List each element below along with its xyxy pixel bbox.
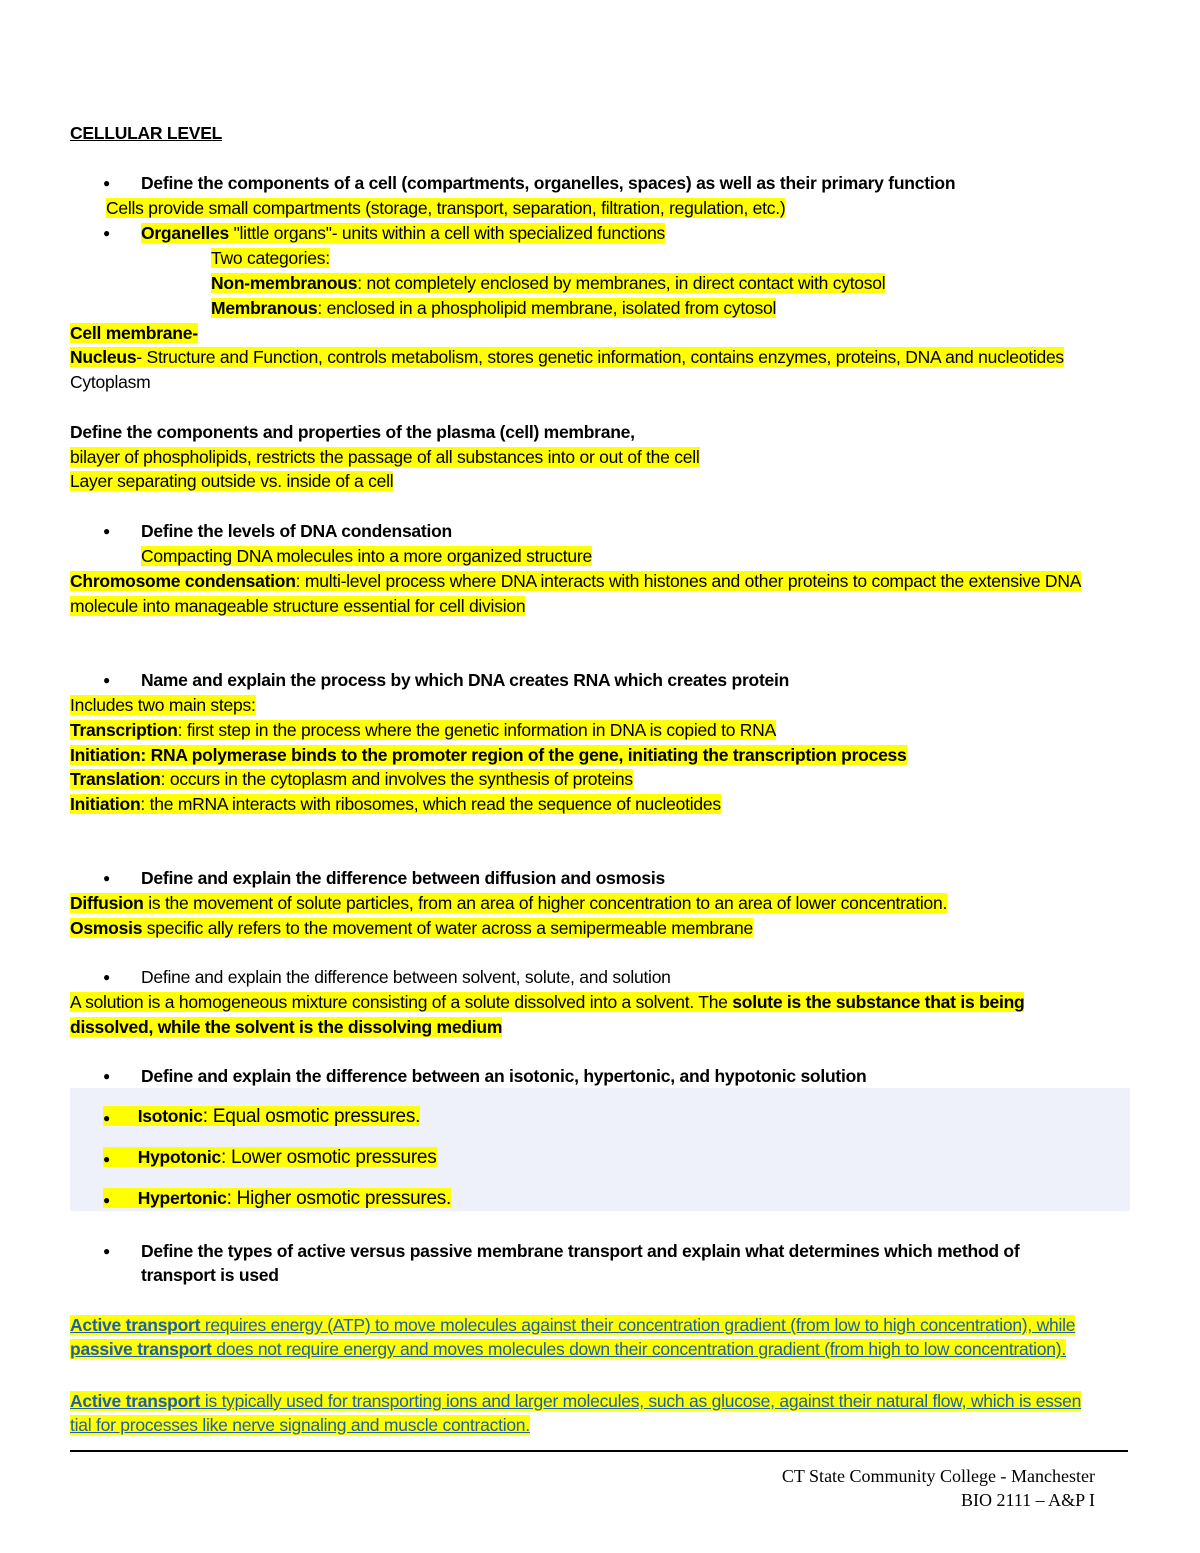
bullet-icon: ● (103, 524, 111, 538)
answer-text: "little organs"- units within a cell with specialized functions (228, 223, 666, 243)
term-label: Translation (70, 769, 161, 789)
answer-text: dissolved, while the solvent is the dissolving medium (70, 1017, 503, 1037)
term-label: Cell membrane- (70, 323, 198, 343)
question-heading: Define and explain the difference between diffusion and osmosis (141, 868, 665, 888)
answer-text: : the mRNA interacts with ribosomes, which read the sequence of nucleotides (140, 794, 721, 814)
answer-text: Includes two main steps: (70, 695, 256, 715)
answer-text: Cells provide small compartments (storage, transport, separation, filtration, regulation, etc.) (106, 198, 786, 218)
bullet-icon: ● (103, 176, 111, 190)
bullet-icon: ● (103, 1193, 110, 1207)
bullet-icon: ● (103, 673, 111, 687)
answer-link[interactable]: tial for processes like nerve signaling and muscle contraction. (70, 1415, 530, 1435)
question-heading: Define the components and properties of the plasma (cell) membrane, (70, 422, 635, 442)
answer-text: Two categories: (211, 248, 330, 268)
answer-text: specific ally refers to the movement of water across a semipermeable membrane (142, 918, 753, 938)
answer-text: : not completely enclosed by membranes, in direct contact with cytosol (357, 273, 886, 293)
answer-text: : Equal osmotic pressures. (202, 1106, 421, 1127)
answer-link[interactable]: requires energy (ATP) to move molecules against their concentration gradient (from low to high concentration), while (200, 1315, 1076, 1335)
answer-link[interactable]: Active transport (70, 1315, 201, 1335)
answer-text: : first step in the process where the genetic information in DNA is copied to RNA (177, 720, 776, 740)
page-title: CELLULAR LEVEL (70, 123, 223, 143)
answer-text: : multi-level process where DNA interacts with histones and other proteins to compact the extensive DNA (295, 571, 1082, 591)
term-label: Nucleus (70, 347, 137, 367)
answer-text: Cytoplasm (70, 372, 151, 392)
answer-text: - Structure and Function, controls metabolism, stores genetic information, contains enzymes, proteins, DNA and nucleotides (136, 347, 1064, 367)
bullet-icon: ● (103, 1244, 111, 1258)
answer-text: molecule into manageable structure essential for cell division (70, 596, 526, 616)
answer-text: Layer separating outside vs. inside of a cell (70, 471, 394, 491)
answer-text: : occurs in the cytoplasm and involves the synthesis of proteins (160, 769, 633, 789)
question-heading: Define and explain the difference between an isotonic, hypertonic, and hypotonic solution (141, 1066, 867, 1086)
answer-link[interactable]: is typically used for transporting ions and larger molecules, such as glucose, against their natural flow, which is essen (200, 1391, 1082, 1411)
term-label: Transcription (70, 720, 178, 740)
term-label: Chromosome condensation (70, 571, 296, 591)
term-label: Diffusion (70, 893, 144, 913)
question-heading: transport is used (141, 1265, 279, 1285)
answer-text: solute is the substance that is being (732, 992, 1025, 1012)
bullet-icon: ● (103, 970, 111, 984)
footer-course: BIO 2111 – A&P I (960, 1490, 1095, 1510)
term-label: Non-membranous (211, 273, 358, 293)
answer-text: : enclosed in a phospholipid membrane, isolated from cytosol (317, 298, 777, 318)
term-label: Hypotonic (137, 1147, 221, 1167)
bullet-icon: ● (103, 1152, 110, 1166)
answer-text: : Higher osmotic pressures. (226, 1188, 452, 1209)
term-label: Hypertonic (137, 1188, 227, 1208)
answer-text: Initiation: RNA polymerase binds to the promoter region of the gene, initiating the transcription process (70, 745, 907, 765)
question-heading: Define the components of a cell (compartments, organelles, spaces) as well as their primary function (141, 173, 956, 193)
question-heading: Define the levels of DNA condensation (141, 521, 452, 541)
term-label: Membranous (211, 298, 318, 318)
footer-institution: CT State Community College - Manchester (781, 1466, 1095, 1486)
term-label: Organelles (141, 223, 229, 243)
bullet-icon: ● (103, 226, 111, 240)
question-heading: Define and explain the difference between solvent, solute, and solution (141, 967, 671, 987)
term-label: Osmosis (70, 918, 143, 938)
question-heading: Name and explain the process by which DNA creates RNA which creates protein (141, 670, 790, 690)
answer-text: : Lower osmotic pressures (221, 1147, 437, 1168)
answer-link[interactable]: Active transport (70, 1391, 201, 1411)
answer-link[interactable]: does not require energy and moves molecules down their concentration gradient (from high to low concentration). (211, 1339, 1066, 1359)
footer-divider (70, 1450, 1128, 1452)
term-label: Initiation (70, 794, 141, 814)
bullet-icon: ● (103, 1069, 111, 1083)
answer-text: Compacting DNA molecules into a more organized structure (141, 546, 592, 566)
answer-link[interactable]: passive transport (70, 1339, 212, 1359)
bullet-icon: ● (103, 871, 111, 885)
answer-text: bilayer of phospholipids, restricts the passage of all substances into or out of the cell (70, 447, 700, 467)
bullet-icon: ● (103, 1111, 110, 1125)
term-label: Isotonic (137, 1106, 203, 1126)
question-heading: Define the types of active versus passive membrane transport and explain what determines which method of (141, 1241, 1020, 1261)
answer-text: is the movement of solute particles, from an area of higher concentration to an area of lower concentration. (143, 893, 948, 913)
answer-text: A solution is a homogeneous mixture consisting of a solute dissolved into a solvent. The (70, 992, 733, 1012)
